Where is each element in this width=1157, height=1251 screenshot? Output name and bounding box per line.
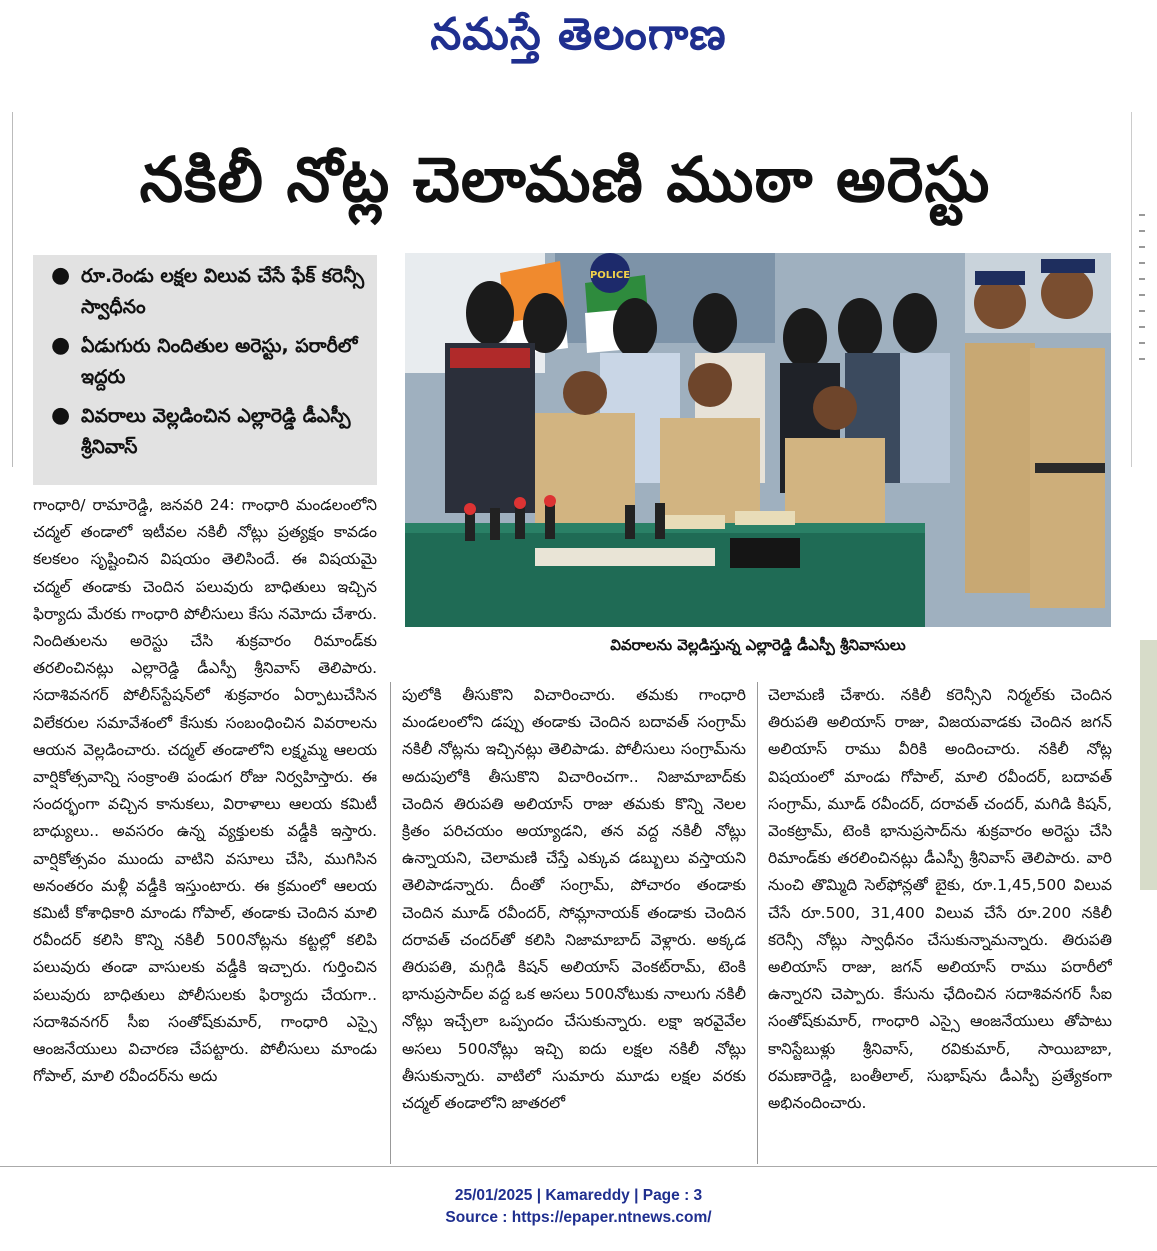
left-edge-rule: [12, 112, 13, 467]
bullet-icon: ●: [51, 263, 71, 288]
column-divider: [390, 682, 391, 1164]
highlight-text: రూ.రెండు లక్షల విలువ చేసే ఫేక్ కరెన్సీ స్వాధీనం: [81, 265, 365, 318]
adjacent-page-image: [1140, 640, 1157, 890]
adjacent-page-sliver: [1139, 200, 1145, 360]
press-meet-photo: [405, 253, 1111, 627]
article-column-3: చెలామణి చేశారు. నకిలీ కరెన్సీని నిర్మల్‌కు చెందిన తిరుపతి అలియాస్ రాజు, విజయవాడకు చెందిన జగన్ అలియాస్ రాము వీరికి అందించారు. నకిలీ నోట్ల విషయంలో మాండు గోపాల్, మాలి రవీందర్, బదావత్ సంగ్రామ్, మూడ్ రవీందర్, దరావత్ చందర్, మగిడి కిషన్, వెంకట్రామ్, టెంకి భానుప్రసాద్‌ను శుక్రవారం అరెస్టు చేసి రిమాండ్‌కు తరలించినట్లు డీఎస్పీ శ్రీనివాస్ తెలిపారు. వారి నుంచి తొమ్మిది సెల్‌ఫోన్లతో బైకు, రూ.1,45,500 విలువ చేసే రూ.500, 31,400 విలువ చేసే రూ.200 నకిలీ కరెన్సీ నోట్లు స్వాధీనం చేసుకున్నామన్నారు. తిరుపతి అలియాస్ రాజు, జగన్ అలియాస్ రాము పరారీలో ఉన్నారని చెప్పారు. కేసును ఛేదించిన సదాశివనగర్ సీఐ సంతోష్‌కుమార్, గాంధారి ఎస్సై ఆంజనేయులు తోపాటు కానిస్టేబుళ్లు శ్రీనివాస్, రవికుమార్, సాయిబాబా, రమణారెడ్డి, బంతీలాల్, సుభాష్‌ను డీఎస్పీ ప్రత్యేకంగా అభినందించారు.: [768, 686, 1112, 1113]
highlight-item: [51, 331, 367, 393]
footer: [0, 1185, 1157, 1229]
footer-edition: 25/01/2025 | Kamareddy | Page : 3: [454, 1187, 703, 1204]
right-edge-rule: [1131, 112, 1132, 467]
footer-rule: [0, 1166, 1157, 1167]
masthead: [0, 0, 1157, 80]
article-column-1: [33, 492, 377, 1164]
headline: నకిలీ నోట్ల చెలామణి ముఠా అరెస్టు: [139, 143, 991, 216]
highlight-item: [51, 261, 367, 323]
highlight-text: ఏడుగురు నిందితుల అరెస్టు, పరారీలో ఇద్దరు: [81, 335, 358, 388]
article-column-2: పులోకి తీసుకొని విచారించారు. తమకు గాంధారి మండలంలోని డప్పు తండాకు చెందిన బదావత్ సంగ్రామ్ నకిలీ నోట్లను ఇచ్చినట్లు తెలిపాడు. పోలీసులు సంగ్రామ్‌ను అదుపులోకి తీసుకొని విచారించగా.. నిజామాబాద్‌కు చెందిన తిరుపతి అలియాస్ రాజు తమకు కొన్ని నెలల క్రితం పరిచయం అయ్యాడని, తన వద్ద నకిలీ నోట్లు ఉన్నాయని, చెలామణి చేస్తే ఎక్కువ డబ్బులు వస్తాయని తెలిపాడన్నారు. దీంతో సంగ్రామ్, పోచారం తండాకు చెందిన మూడ్ రవీందర్, సోమ్లానాయక్ తండాకు చెందిన దరావత్ చందర్‌తో కలిసి నిజామాబాద్ వెళ్లారు. అక్కడ తిరుపతి, మగ్గిడి కిషన్ అలియాస్ వెంకట్‌రామ్, టెంకి భానుప్రసాద్‌ల వద్ద ఒక అసలు 500నోటుకు నాలుగు నకిలీ నోట్లు ఇచ్చేలా ఒప్పందం చేసుకున్నారు. లక్షా ఇరవైవేల అసలు 500నోట్లు ఇచ్చి ఐదు లక్షల నకిలీ నోట్లు తీసుకున్నారు. వాటిలో సుమారు మూడు లక్షల వరకు చద్మల్ తండాలోని జాతరలో: [402, 686, 746, 1113]
highlights-box: [33, 255, 377, 485]
column-divider: [757, 682, 758, 1164]
highlight-text: వివరాలు వెల్లడించిన ఎల్లారెడ్డి డీఎస్పీ శ్రీనివాస్: [81, 405, 351, 458]
bullet-icon: ●: [51, 403, 71, 428]
article-text: గాంధారి మండలంలోని చద్మల్ తండాలో ఇటీవల నకిలీ నోట్లు ప్రత్యక్షం కావడం కలకలం సృష్టించిన విషయం తెలిసిందే. ఈ విషయమై చద్మల్ తండాకు చెందిన పలువురు బాధితులు ఇచ్చిన ఫిర్యాదు మేరకు గాంధారి పోలీసులు కేసు నమోదు చేశారు. నిందితులను అరెస్టు చేసి శుక్రవారం రిమాండ్‌కు తరలించినట్లు ఎల్లారెడ్డి డీఎస్పీ శ్రీనివాస్ తెలిపారు. సదాశివనగర్ పోలీస్‌స్టేషన్‌లో శుక్రవారం ఏర్పాటుచేసిన విలేకరుల సమావేశంలో కేసుకు సంబంధించిన వివరాలను ఆయన వెల్లడించారు. చద్మల్ తండాలోని లక్ష్మమ్మ ఆలయ వార్షికోత్సవాన్ని సంక్రాంతి పండుగ రోజు నిర్వహిస్తారు. ఈ సందర్భంగా వచ్చిన కానుకలు, విరాళాలు ఆలయ కమిటీ బాధ్యులు.. అవసరం ఉన్న వ్యక్తులకు వడ్డీకి ఇస్తారు. వార్షికోత్సవం ముందు వాటిని వసూలు చేసి, ముగిసిన అనంతరం మళ్లీ వడ్డీకి ఇస్తుంటారు. ఈ క్రమంలో ఆలయ కమిటీ కోశాధికారి మాండు గోపాల్, తండాకు చెందిన మాలి రవీందర్ కలిసి కొన్ని నకిలీ 500నోట్లను కట్టల్లో కలిపి పలువురు తండా వాసులకు వడ్డీకి ఇచ్చారు. గుర్తించిన పలువురు బాధితులు పోలీసులకు ఫిర్యాదు చేయగా.. సదాశివనగర్ సీఐ సంతోష్‌కుమార్, గాంధారి ఎస్సై ఆంజనేయులు విచారణ చేపట్టారు. పోలీసులు మాండు గోపాల్, మాలి రవీందర్‌ను అదు: [33, 496, 377, 1086]
article-dateline: గాంధారి/ రామారెడ్డి, జనవరి 24:: [33, 496, 235, 514]
bullet-icon: ●: [51, 333, 71, 358]
masthead-logo: నమస్తే తెలంగాణ: [430, 9, 727, 60]
police-banner-text: POLICE: [589, 270, 631, 281]
photo-caption: వివరాలను వెల్లడిస్తున్న ఎల్లారెడ్డి డీఎస్పీ శ్రీనివాసులు: [610, 636, 906, 654]
highlight-item: [51, 401, 367, 463]
footer-source-link[interactable]: Source : https://epaper.ntnews.com/: [445, 1209, 712, 1226]
press-meet-illustration: [405, 253, 1111, 627]
